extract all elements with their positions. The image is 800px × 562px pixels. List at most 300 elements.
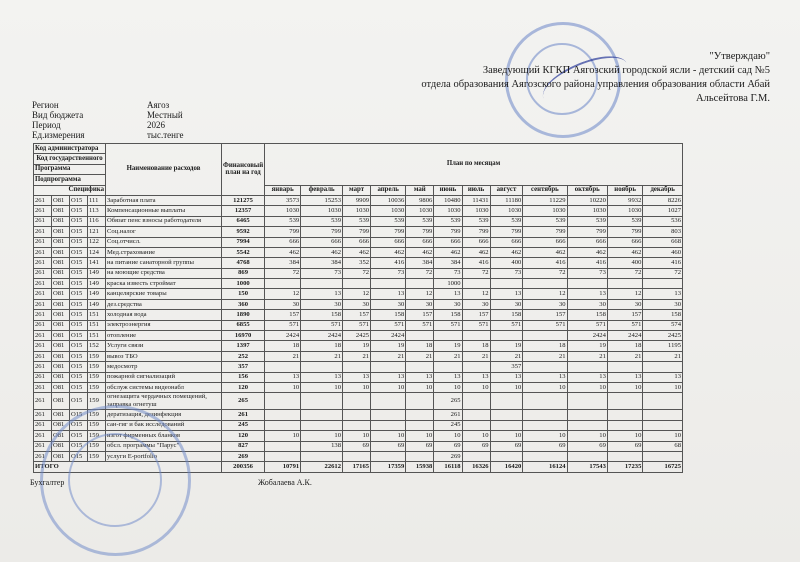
month-value: [301, 451, 343, 461]
meta-label: Регион: [32, 100, 59, 110]
month-value: 21: [523, 351, 567, 361]
meta-value: тыс.тенге: [147, 130, 184, 140]
month-value: 10: [607, 431, 642, 441]
month-value: 13: [434, 372, 462, 382]
month-value: 73: [371, 268, 406, 278]
month-value: 13: [343, 372, 371, 382]
code-cell: 261: [34, 320, 52, 330]
code-cell: 159: [88, 451, 106, 461]
month-value: 21: [301, 351, 343, 361]
annual-total: 9592: [222, 227, 265, 237]
month-total: 16118: [434, 462, 462, 472]
month-value: 462: [567, 247, 607, 257]
code-cell: О81: [52, 351, 70, 361]
month-value: [406, 410, 434, 420]
month-total: 16420: [490, 462, 523, 472]
month-value: 1195: [643, 341, 683, 351]
code-cell: О81: [52, 289, 70, 299]
code-cell: 261: [34, 310, 52, 320]
month-value: 536: [643, 216, 683, 226]
month-value: [265, 420, 301, 430]
month-value: 13: [643, 289, 683, 299]
month-value: 462: [371, 247, 406, 257]
month-value: 539: [490, 216, 523, 226]
month-value: [371, 410, 406, 420]
month-value: 539: [343, 216, 371, 226]
month-value: [265, 451, 301, 461]
code-cell: 159: [88, 393, 106, 410]
code-cell: 159: [88, 441, 106, 451]
month-value: 157: [265, 310, 301, 320]
header-name: Наименование расходов: [106, 144, 222, 196]
code-cell: 261: [34, 431, 52, 441]
code-cell: О81: [52, 216, 70, 226]
expense-name: дератизация, дезинфекция: [106, 410, 222, 420]
code-cell: 141: [88, 258, 106, 268]
month-value: 1030: [406, 206, 434, 216]
month-value: 10: [462, 431, 490, 441]
code-cell: 152: [88, 341, 106, 351]
month-value: 13: [371, 372, 406, 382]
expense-name: медосмотр: [106, 362, 222, 372]
code-cell: О15: [70, 216, 88, 226]
month-value: [490, 279, 523, 289]
month-value: 13: [265, 372, 301, 382]
month-value: [523, 410, 567, 420]
month-value: 384: [265, 258, 301, 268]
annual-total: 252: [222, 351, 265, 361]
month-value: 30: [434, 299, 462, 309]
month-value: 18: [462, 341, 490, 351]
month-value: 11180: [490, 195, 523, 205]
month-value: 158: [301, 310, 343, 320]
month-value: 10: [343, 382, 371, 392]
month-value: 19: [434, 341, 462, 351]
meta-block: [32, 100, 184, 140]
month-value: [607, 362, 642, 372]
month-value: 30: [343, 299, 371, 309]
month-value: [607, 410, 642, 420]
month-value: 13: [434, 289, 462, 299]
month-value: 9909: [343, 195, 371, 205]
annual-total: 265: [222, 393, 265, 410]
annual-total: 1000: [222, 279, 265, 289]
month-total: 17359: [371, 462, 406, 472]
month-value: 72: [265, 268, 301, 278]
annual-total: 245: [222, 420, 265, 430]
month-value: [523, 331, 567, 341]
month-value: 30: [567, 299, 607, 309]
month-value: 799: [406, 227, 434, 237]
code-cell: 261: [34, 206, 52, 216]
month-value: [265, 410, 301, 420]
code-cell: 261: [34, 216, 52, 226]
month-value: 12: [265, 289, 301, 299]
code-cell: О15: [70, 382, 88, 392]
code-cell: 149: [88, 268, 106, 278]
code-cell: О81: [52, 362, 70, 372]
month-header: ноябрь: [607, 185, 642, 195]
code-cell: О81: [52, 310, 70, 320]
code-cell: 124: [88, 247, 106, 257]
month-value: 10: [523, 382, 567, 392]
month-value: 462: [523, 247, 567, 257]
annual-total: 261: [222, 410, 265, 420]
month-value: 12: [406, 289, 434, 299]
code-cell: О15: [70, 310, 88, 320]
month-value: 10: [643, 382, 683, 392]
accountant-label: Бухгалтер: [30, 478, 65, 487]
month-value: 19: [343, 341, 371, 351]
expense-name: холодная вода: [106, 310, 222, 320]
code-cell: О15: [70, 393, 88, 410]
month-value: [343, 279, 371, 289]
code-cell: О15: [70, 320, 88, 330]
month-value: 2424: [301, 331, 343, 341]
annual-total: 156: [222, 372, 265, 382]
month-value: 13: [490, 289, 523, 299]
code-cell: О81: [52, 258, 70, 268]
month-value: 462: [406, 247, 434, 257]
month-value: 10: [301, 431, 343, 441]
header-monthly-plan: План по месяцам: [265, 144, 683, 186]
month-value: 666: [462, 237, 490, 247]
month-value: 10: [434, 382, 462, 392]
month-value: 10: [265, 382, 301, 392]
month-value: 799: [301, 227, 343, 237]
month-value: [567, 410, 607, 420]
table-row: [34, 351, 683, 361]
month-value: 69: [567, 441, 607, 451]
month-value: 138: [301, 441, 343, 451]
code-cell: О81: [52, 268, 70, 278]
month-value: 2424: [265, 331, 301, 341]
code-cell: 149: [88, 279, 106, 289]
month-value: 30: [490, 299, 523, 309]
table-row: [34, 320, 683, 330]
code-cell: О15: [70, 258, 88, 268]
month-value: 539: [567, 216, 607, 226]
month-value: 13: [301, 289, 343, 299]
month-value: [371, 393, 406, 410]
code-cell: 159: [88, 382, 106, 392]
month-value: [406, 279, 434, 289]
month-value: 30: [643, 299, 683, 309]
month-value: 261: [434, 410, 462, 420]
month-value: 69: [371, 441, 406, 451]
month-header: октябрь: [567, 185, 607, 195]
meta-value: Аягоз: [147, 100, 170, 110]
month-value: [434, 362, 462, 372]
month-value: 666: [343, 237, 371, 247]
month-value: 10: [567, 382, 607, 392]
month-value: [567, 451, 607, 461]
table-row: [34, 310, 683, 320]
code-cell: 261: [34, 227, 52, 237]
expense-name: на моющие средства: [106, 268, 222, 278]
month-value: 19: [490, 341, 523, 351]
month-value: [462, 410, 490, 420]
month-value: 3573: [265, 195, 301, 205]
month-value: [490, 410, 523, 420]
annual-total: 827: [222, 441, 265, 451]
month-value: 21: [607, 351, 642, 361]
month-value: 69: [490, 441, 523, 451]
code-cell: О81: [52, 372, 70, 382]
month-value: 15253: [301, 195, 343, 205]
code-cell: 159: [88, 362, 106, 372]
month-value: 571: [607, 320, 642, 330]
annual-total: 4768: [222, 258, 265, 268]
month-value: [406, 362, 434, 372]
month-value: 19: [371, 341, 406, 351]
month-value: 13: [567, 289, 607, 299]
month-value: 21: [490, 351, 523, 361]
expense-name: Мед.страхование: [106, 247, 222, 257]
month-value: [643, 410, 683, 420]
month-value: 21: [643, 351, 683, 361]
month-value: 19: [567, 341, 607, 351]
code-cell: 261: [34, 351, 52, 361]
table-row: [34, 299, 683, 309]
month-value: 668: [643, 237, 683, 247]
header-line-3: Альсейтова Г.М.: [696, 93, 770, 104]
meta-label: Ед.измерения: [32, 130, 85, 140]
month-value: 18: [265, 341, 301, 351]
total-label: ИТОГО: [34, 462, 222, 472]
code-cell: 261: [34, 299, 52, 309]
month-value: 400: [607, 258, 642, 268]
month-value: 799: [462, 227, 490, 237]
month-value: [343, 393, 371, 410]
month-value: [643, 393, 683, 410]
month-total: 16326: [462, 462, 490, 472]
month-value: [490, 451, 523, 461]
month-value: 10: [523, 431, 567, 441]
month-header: февраль: [301, 185, 343, 195]
month-value: 69: [523, 441, 567, 451]
code-cell: 159: [88, 420, 106, 430]
month-value: [523, 362, 567, 372]
month-value: 539: [607, 216, 642, 226]
code-cell: О81: [52, 341, 70, 351]
month-value: [406, 393, 434, 410]
code-cell: О15: [70, 420, 88, 430]
month-value: [301, 279, 343, 289]
month-value: [371, 420, 406, 430]
code-cell: 159: [88, 410, 106, 420]
header-line-2: отдела образования Аягозского района управления образования области Абай: [421, 79, 770, 90]
expense-name: Компенсационные выплаты: [106, 206, 222, 216]
month-value: 799: [371, 227, 406, 237]
code-cell: 149: [88, 289, 106, 299]
month-value: 13: [523, 372, 567, 382]
month-total: 16124: [523, 462, 567, 472]
month-value: 539: [406, 216, 434, 226]
expense-name: на питание санаторной группы: [106, 258, 222, 268]
code-cell: 151: [88, 320, 106, 330]
meta-value: 2026: [147, 120, 165, 130]
month-value: 13: [607, 372, 642, 382]
month-value: 269: [434, 451, 462, 461]
month-value: 18: [607, 341, 642, 351]
month-value: 10: [434, 431, 462, 441]
code-cell: О81: [52, 331, 70, 341]
month-value: 666: [265, 237, 301, 247]
month-value: 799: [434, 227, 462, 237]
code-cell: О81: [52, 320, 70, 330]
month-value: 158: [567, 310, 607, 320]
table-row: [34, 331, 683, 341]
annual-total: 869: [222, 268, 265, 278]
month-value: 69: [343, 441, 371, 451]
month-value: 13: [371, 289, 406, 299]
month-value: 799: [265, 227, 301, 237]
month-total: 22612: [301, 462, 343, 472]
month-value: [643, 279, 683, 289]
code-cell: 113: [88, 206, 106, 216]
month-value: 73: [567, 268, 607, 278]
code-cell: 149: [88, 299, 106, 309]
expense-name: Соц.налог: [106, 227, 222, 237]
month-value: 13: [490, 372, 523, 382]
month-value: 10: [406, 382, 434, 392]
month-value: [607, 420, 642, 430]
month-value: 462: [343, 247, 371, 257]
table-row: [34, 258, 683, 268]
code-cell: 151: [88, 310, 106, 320]
month-value: 1030: [490, 206, 523, 216]
code-cell: О81: [52, 420, 70, 430]
month-value: 400: [490, 258, 523, 268]
month-value: 69: [434, 441, 462, 451]
code-cell: О15: [70, 268, 88, 278]
month-value: 21: [406, 351, 434, 361]
code-cell: 261: [34, 258, 52, 268]
month-value: 72: [643, 268, 683, 278]
month-value: 384: [301, 258, 343, 268]
code-cell: О15: [70, 289, 88, 299]
month-value: 18: [406, 341, 434, 351]
month-value: [301, 393, 343, 410]
month-value: 10: [607, 382, 642, 392]
month-value: 460: [643, 247, 683, 257]
table-row: [34, 216, 683, 226]
month-value: 30: [462, 299, 490, 309]
month-value: 9932: [607, 195, 642, 205]
month-value: 157: [406, 310, 434, 320]
code-cell: О81: [52, 195, 70, 205]
month-value: 539: [434, 216, 462, 226]
month-value: [343, 420, 371, 430]
expense-name: Обязат пенс взносы работодателя: [106, 216, 222, 226]
month-value: 72: [607, 268, 642, 278]
month-value: 1030: [371, 206, 406, 216]
month-value: 72: [523, 268, 567, 278]
month-total: 16725: [643, 462, 683, 472]
code-cell: О15: [70, 431, 88, 441]
code-cell: О15: [70, 279, 88, 289]
month-value: 539: [462, 216, 490, 226]
month-value: [523, 279, 567, 289]
code-cell: 111: [88, 195, 106, 205]
month-value: [523, 451, 567, 461]
code-cell: О81: [52, 441, 70, 451]
month-value: 539: [523, 216, 567, 226]
month-value: 157: [343, 310, 371, 320]
month-value: 799: [343, 227, 371, 237]
month-value: 571: [523, 320, 567, 330]
month-value: 30: [301, 299, 343, 309]
month-value: [643, 420, 683, 430]
month-value: 1030: [567, 206, 607, 216]
month-value: 68: [643, 441, 683, 451]
month-value: 10036: [371, 195, 406, 205]
month-header: март: [343, 185, 371, 195]
month-value: 18: [301, 341, 343, 351]
month-value: 21: [434, 351, 462, 361]
annual-total: 120: [222, 431, 265, 441]
month-value: 12: [343, 289, 371, 299]
code-cell: О15: [70, 227, 88, 237]
code-cell: 159: [88, 431, 106, 441]
header-admin: Код администратора: [34, 144, 106, 154]
code-cell: 116: [88, 216, 106, 226]
month-value: [567, 362, 607, 372]
month-value: 352: [343, 258, 371, 268]
month-value: 803: [643, 227, 683, 237]
code-cell: О81: [52, 247, 70, 257]
month-value: [643, 451, 683, 461]
month-value: 158: [490, 310, 523, 320]
month-value: 10: [490, 431, 523, 441]
month-value: 799: [567, 227, 607, 237]
month-value: 1030: [607, 206, 642, 216]
approval-header: [421, 50, 770, 106]
month-value: 574: [643, 320, 683, 330]
annual-total: 1890: [222, 310, 265, 320]
month-value: 416: [567, 258, 607, 268]
month-value: 666: [371, 237, 406, 247]
code-cell: 261: [34, 331, 52, 341]
month-value: 13: [567, 372, 607, 382]
month-value: 1030: [301, 206, 343, 216]
month-value: 1000: [434, 279, 462, 289]
accountant-name: Жобалаева А.К.: [258, 478, 312, 487]
code-cell: О15: [70, 441, 88, 451]
month-value: [371, 362, 406, 372]
month-value: 69: [406, 441, 434, 451]
month-value: 158: [434, 310, 462, 320]
month-value: 799: [607, 227, 642, 237]
table-row: [34, 341, 683, 351]
month-value: 571: [371, 320, 406, 330]
month-value: [607, 451, 642, 461]
header-gov-code: Код государственного: [34, 154, 106, 164]
month-value: 18: [523, 341, 567, 351]
annual-total: 16970: [222, 331, 265, 341]
month-total: 17543: [567, 462, 607, 472]
month-value: 384: [434, 258, 462, 268]
month-value: [567, 279, 607, 289]
month-value: 69: [462, 441, 490, 451]
month-value: 571: [490, 320, 523, 330]
month-value: 462: [301, 247, 343, 257]
code-cell: О15: [70, 247, 88, 257]
table-row: [34, 195, 683, 205]
month-value: 666: [607, 237, 642, 247]
month-value: [301, 410, 343, 420]
